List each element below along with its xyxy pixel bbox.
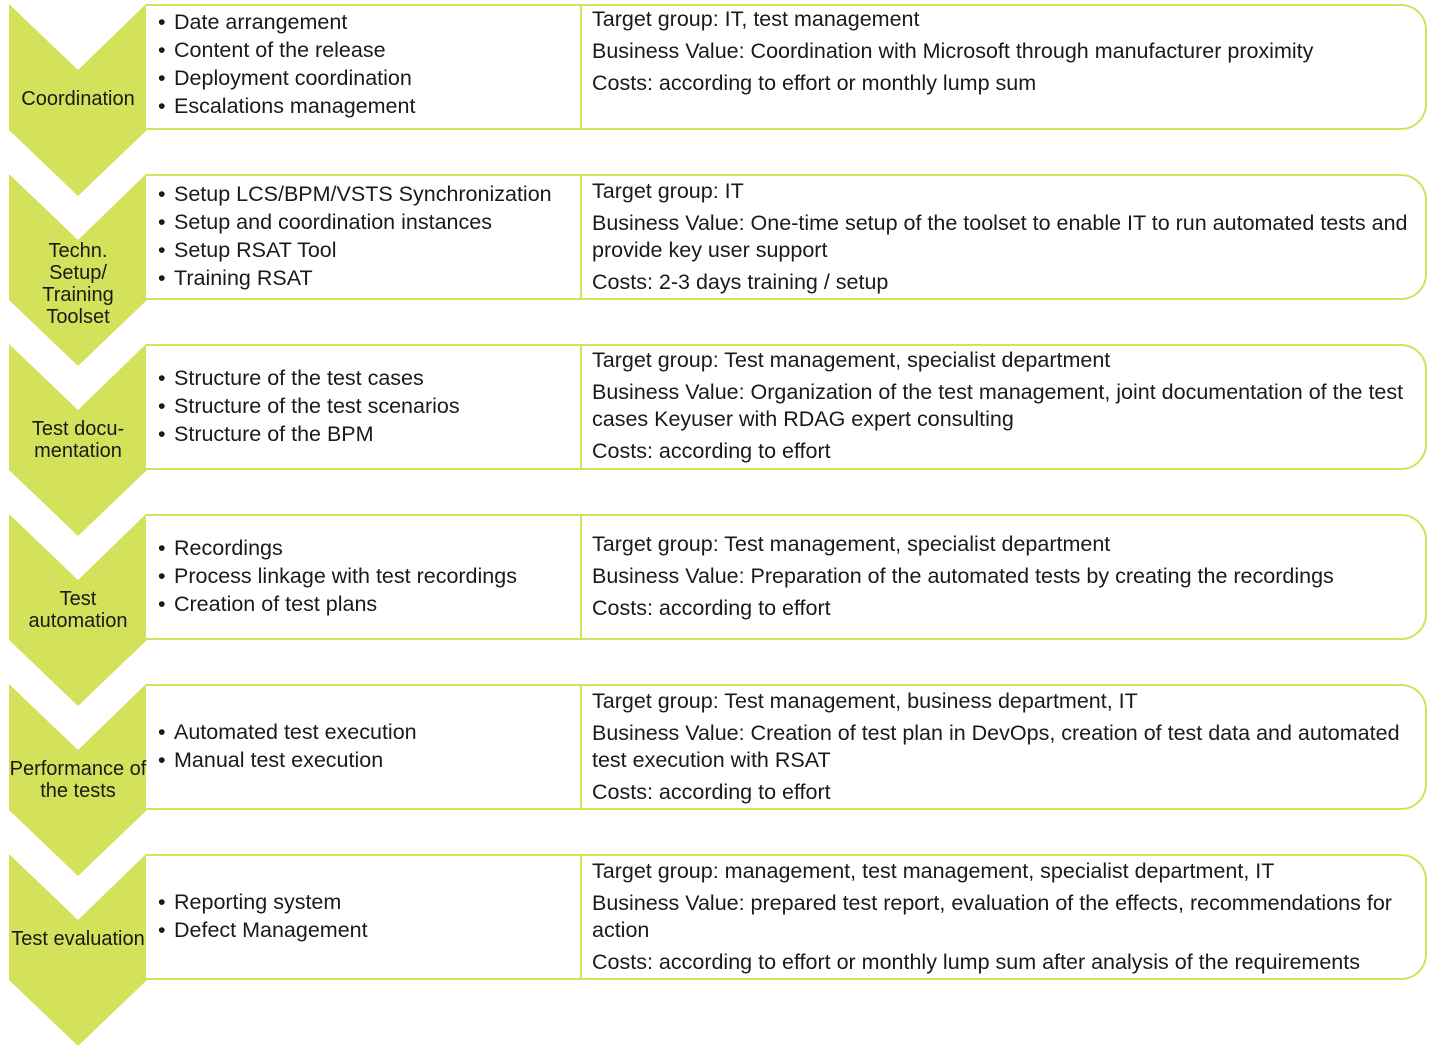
business-value-text: Business Value: Organization of the test management, joint documentation of the test cases Keyuser with RDAG expert consulting: [592, 380, 1404, 431]
business-value-text: Business Value: prepared test report, evaluation of the effects, recommendations for action: [592, 891, 1392, 942]
activity-list: [158, 888, 368, 944]
business-value-text: Business Value: Preparation of the automated tests by creating the recordings: [592, 564, 1334, 588]
costs-text: Costs: according to effort: [592, 439, 831, 463]
activity-item: • Creation of test plans: [158, 590, 517, 618]
activity-item: • Escalations management: [158, 92, 415, 120]
costs-text: Costs: according to effort or monthly lump sum: [592, 71, 1037, 95]
activity-item: • Automated test execution: [158, 718, 417, 746]
activity-list: [158, 534, 517, 618]
activity-item: • Structure of the test cases: [158, 364, 460, 392]
details-text: [592, 347, 1422, 470]
costs-text: Costs: according to effort: [592, 596, 831, 620]
phase-label: Test evaluation: [11, 928, 145, 950]
phase-label: Test automation: [28, 588, 128, 632]
activity-item: • Structure of the test scenarios: [158, 392, 460, 420]
costs-text: Costs: according to effort or monthly lump sum after analysis of the requirements: [592, 950, 1360, 974]
activity-list: [158, 180, 552, 292]
target-group-text: Target group: management, test management, specialist department, IT: [592, 859, 1275, 883]
activity-item: • Recordings: [158, 534, 517, 562]
activity-item: • Content of the release: [158, 36, 415, 64]
activity-list: [158, 718, 417, 774]
activity-item: • Manual test execution: [158, 746, 417, 774]
target-group-text: Target group: Test management, specialist department: [592, 532, 1111, 556]
activity-item: • Setup LCS/BPM/VSTS Synchronization: [158, 180, 552, 208]
phase-label: Coordination: [21, 88, 135, 110]
phase-label: Techn. Setup/ Training Toolset: [42, 240, 114, 328]
target-group-text: Target group: Test management, specialist department: [592, 348, 1111, 372]
activity-item: • Setup and coordination instances: [158, 208, 552, 236]
activity-item: • Date arrangement: [158, 8, 415, 36]
business-value-text: Business Value: Coordination with Microsoft through manufacturer proximity: [592, 39, 1314, 63]
phase-chevron-arrow: [9, 854, 147, 1056]
details-text: [592, 688, 1422, 811]
activity-item: • Training RSAT: [158, 264, 552, 292]
target-group-text: Target group: Test management, business department, IT: [592, 689, 1138, 713]
target-group-text: Target group: IT: [592, 179, 744, 203]
activity-item: • Structure of the BPM: [158, 420, 460, 448]
business-value-text: Business Value: One-time setup of the toolset to enable IT to run automated tests and provide key user support: [592, 211, 1408, 262]
phase-label: Performance of the tests: [9, 758, 147, 802]
details-text: [592, 858, 1422, 981]
activity-item: • Defect Management: [158, 916, 368, 944]
business-value-text: Business Value: Creation of test plan in DevOps, creation of test data and automated test execution with RSAT: [592, 721, 1400, 772]
activity-item: • Setup RSAT Tool: [158, 236, 552, 264]
activity-list: [158, 8, 415, 120]
target-group-text: Target group: IT, test management: [592, 7, 920, 31]
activity-item: • Reporting system: [158, 888, 368, 916]
activity-item: • Process linkage with test recordings: [158, 562, 517, 590]
costs-text: Costs: 2-3 days training / setup: [592, 270, 889, 294]
phase-label: Test docu-mentation: [31, 418, 125, 462]
details-text: [592, 178, 1422, 301]
activity-list: [158, 364, 460, 448]
details-text: [592, 531, 1422, 627]
details-text: [592, 6, 1422, 102]
activity-item: • Deployment coordination: [158, 64, 415, 92]
costs-text: Costs: according to effort: [592, 780, 831, 804]
